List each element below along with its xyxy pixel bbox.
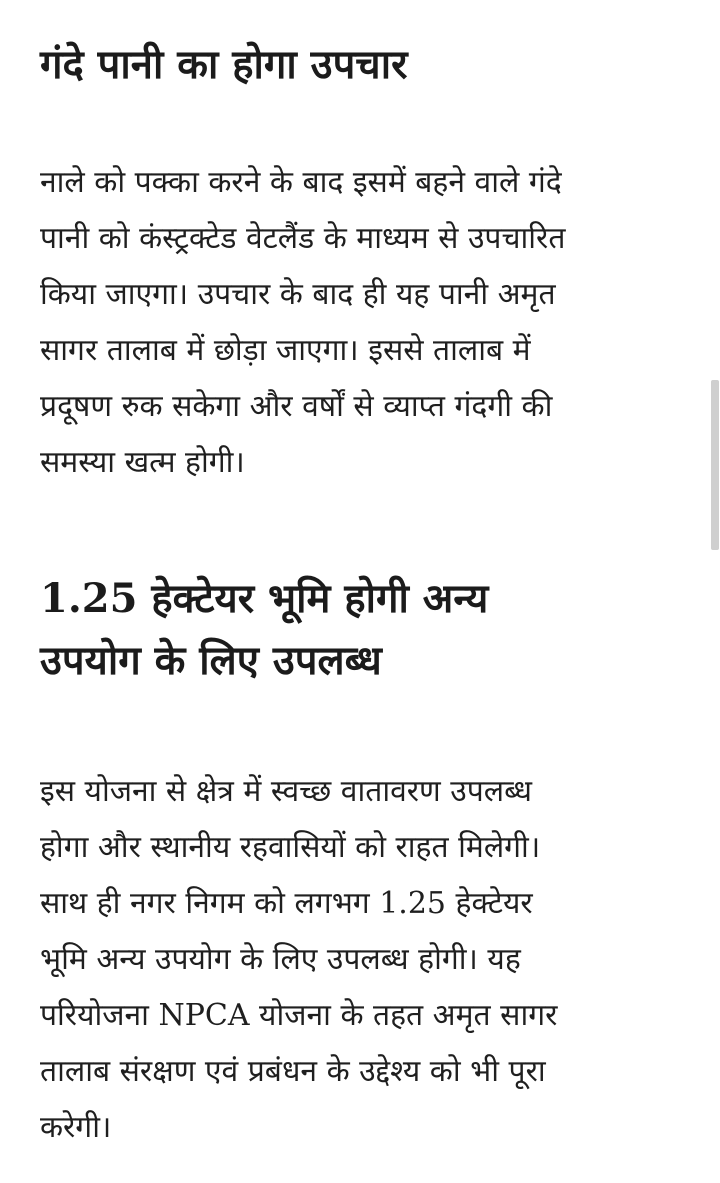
scrollbar-thumb[interactable] <box>711 380 719 550</box>
paragraph-line: करेगी। <box>40 1110 112 1145</box>
paragraph-line: परियोजना NPCA योजना के तहत अमृत सागर <box>40 998 558 1033</box>
paragraph-line: समस्या खत्म होगी। <box>40 445 245 480</box>
paragraph-line: किया जाएगा। उपचार के बाद ही यह पानी अमृत <box>40 277 556 312</box>
paragraph-line: तालाब संरक्षण एवं प्रबंधन के उद्देश्य को भी पूरा <box>40 1054 546 1089</box>
paragraph-line: सागर तालाब में छोड़ा जाएगा। इससे तालाब में <box>40 333 531 368</box>
paragraph-line: पानी को कंस्ट्रक्टेड वेटलैंड के माध्यम से उपचारित <box>40 221 566 256</box>
paragraph-line: भूमि अन्य उपयोग के लिए उपलब्ध होगी। यह <box>40 942 521 977</box>
section-paragraph-land-availability <box>40 764 557 1156</box>
paragraph-line: नाले को पक्का करने के बाद इसमें बहने वाले गंदे <box>40 165 562 200</box>
vertical-scrollbar[interactable] <box>710 0 720 1183</box>
heading-line: 1.25 हेक्टेयर भूमि होगी अन्य <box>40 575 489 622</box>
section-heading-wastewater-treatment: गंदे पानी का होगा उपचार <box>40 41 408 88</box>
section-paragraph-wastewater-treatment <box>40 155 565 491</box>
paragraph-line: प्रदूषण रुक सकेगा और वर्षों से व्याप्त गंदगी की <box>40 389 553 424</box>
heading-line: उपयोग के लिए उपलब्ध <box>40 637 382 684</box>
paragraph-line: होगा और स्थानीय रहवासियों को राहत मिलेगी। <box>40 830 541 865</box>
paragraph-line: साथ ही नगर निगम को लगभग 1.25 हेक्टेयर <box>40 886 533 921</box>
paragraph-line: इस योजना से क्षेत्र में स्वच्छ वातावरण उपलब्ध <box>40 774 532 809</box>
section-heading-land-availability <box>40 568 488 692</box>
